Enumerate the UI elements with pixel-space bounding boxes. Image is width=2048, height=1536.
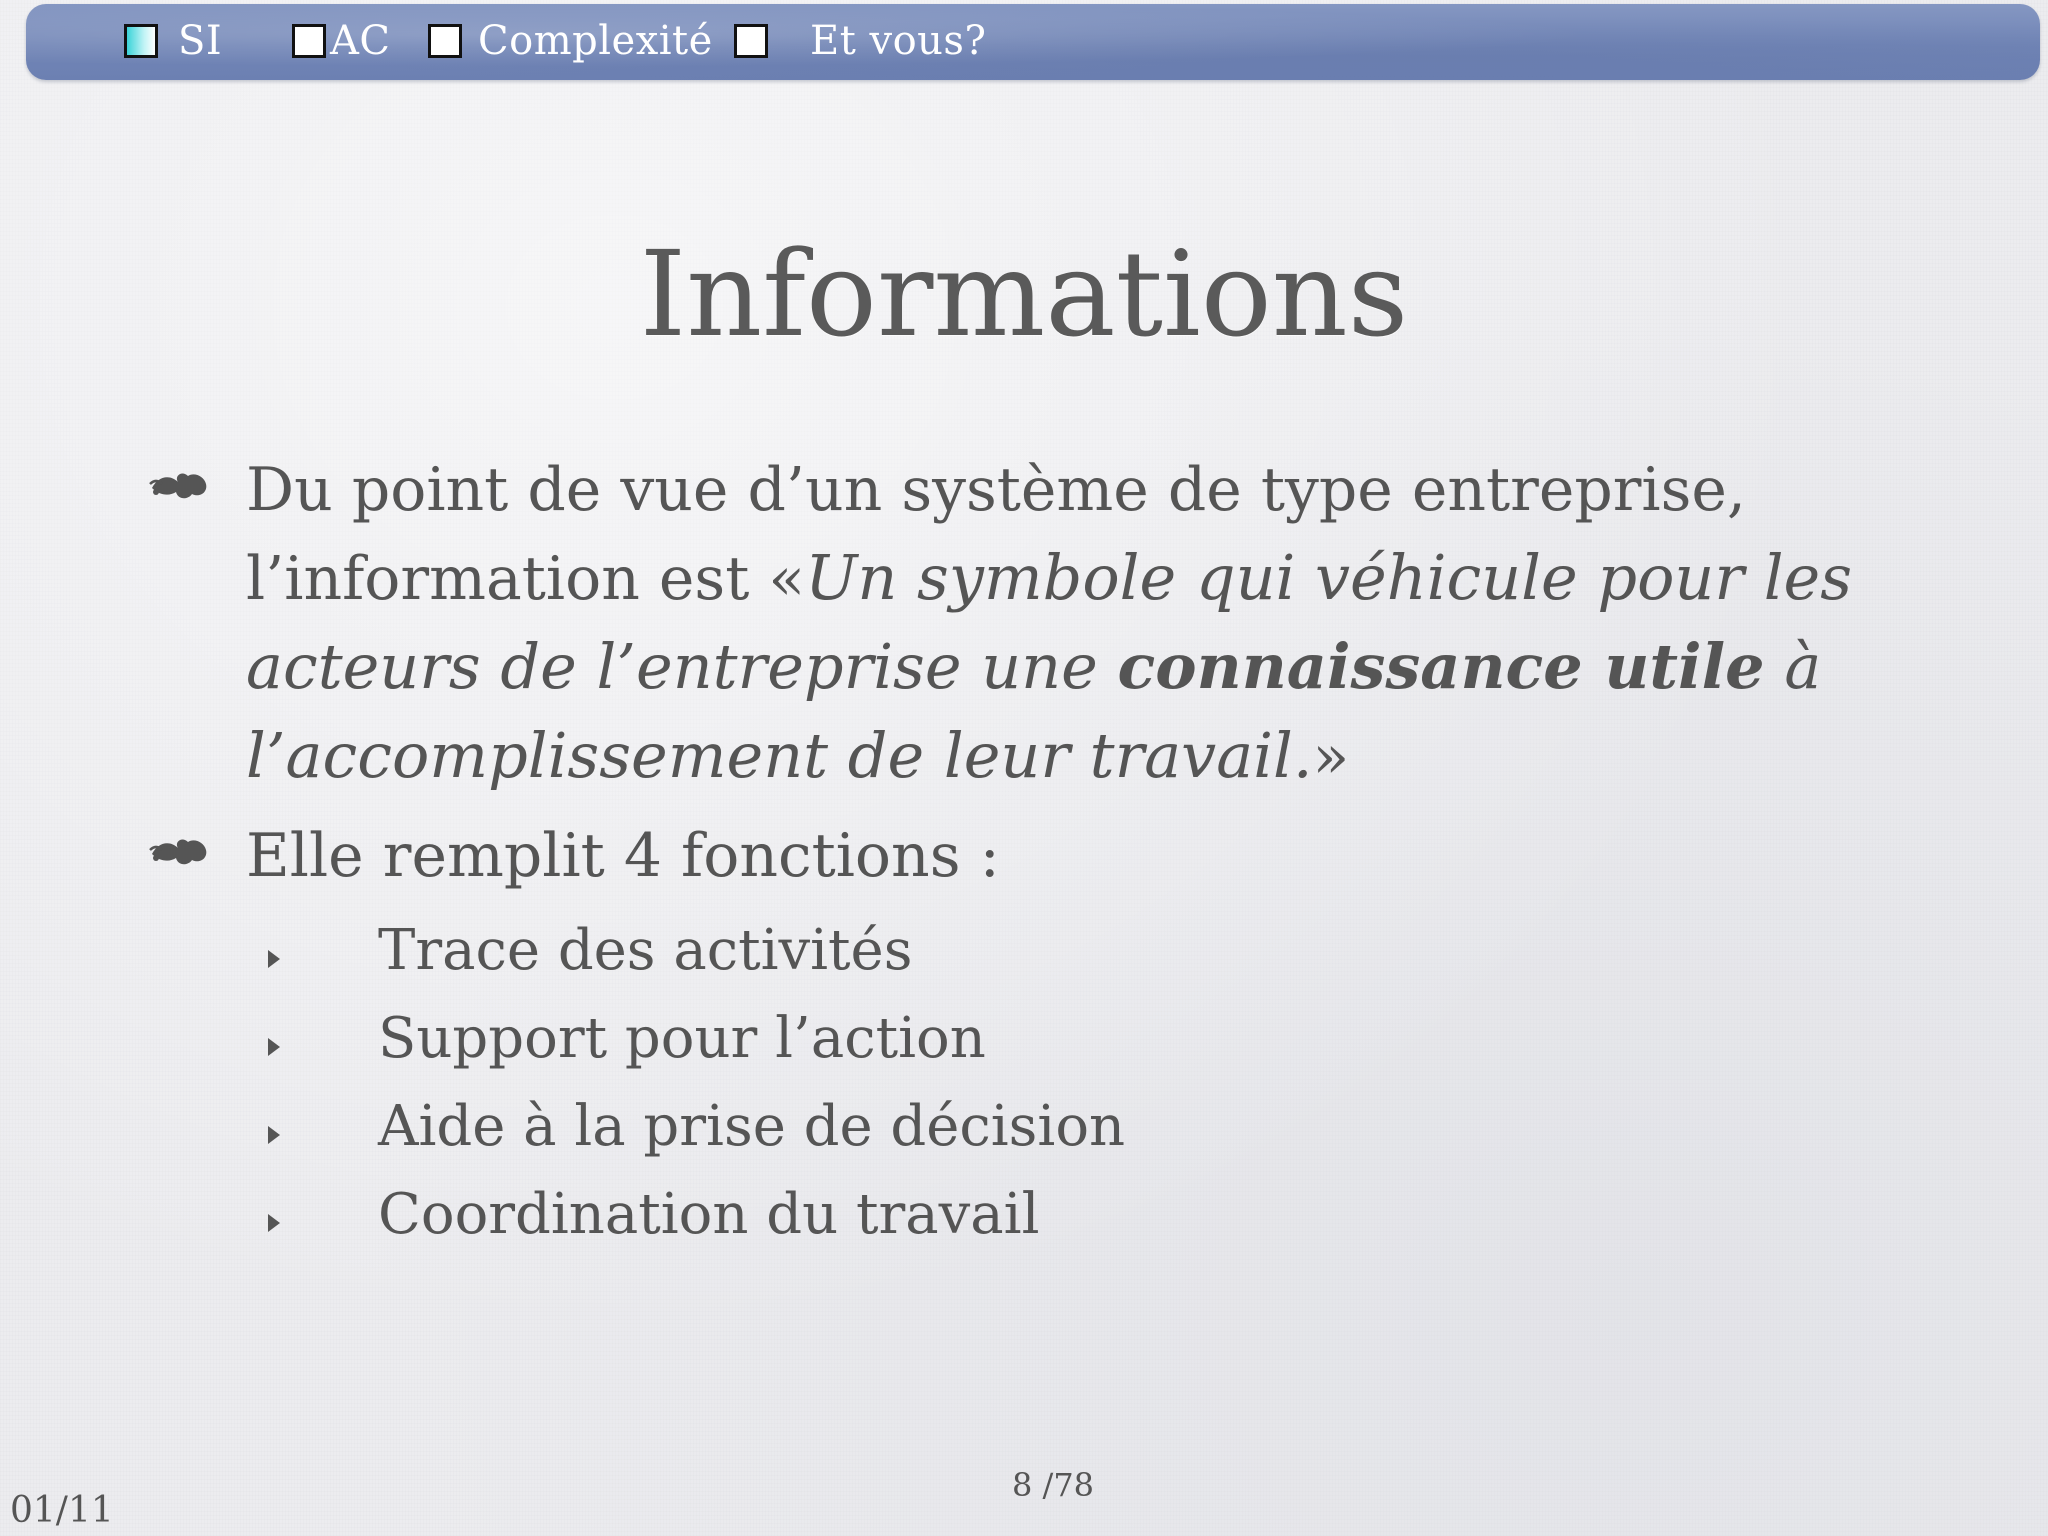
list-item [266,910,912,990]
triangle-right-icon [266,948,282,970]
nav-item-et-vous[interactable] [734,16,986,66]
nav-item-si[interactable] [124,16,222,66]
quote-start: Un symbole qui véhicule pour les acteurs de l’entreprise une [246,541,1853,703]
section-counter: 01/11 [10,1490,114,1531]
checkbox-icon [734,24,768,58]
list-item [266,1174,1039,1254]
list-item-text: Support pour l’action [378,1005,986,1071]
nav-label-ac: AC [330,18,391,64]
list-item [266,998,986,1078]
quote-emphasis: connaissance utile [1117,630,1765,703]
triangle-right-icon [266,1212,282,1234]
nav-label-et-vous: Et vous? [810,18,987,64]
list-item-text: Coordination du travail [378,1181,1040,1247]
checkbox-icon-active [124,24,158,58]
slide-title: Informations [639,225,1409,363]
page-number: 8 /78 [1012,1466,1095,1504]
nav-item-ac[interactable] [292,16,391,66]
definition-close: » [1312,722,1350,792]
fleuron-icon [148,466,212,506]
list-item-text: Aide à la prise de décision [378,1093,1126,1159]
nav-item-complexite[interactable] [428,16,713,66]
checkbox-icon [292,24,326,58]
nav-label-complexite: Complexité [478,18,713,64]
bullet-functions-text: Elle remplit 4 fonctions : [246,821,1000,891]
definition-intro: Du point de vue d’un système de type entreprise, l’information est « [246,455,1746,614]
bullet-functions [148,812,1000,900]
list-item-text: Trace des activités [378,917,913,983]
quote-end: à l’accomplissement de leur travail. [246,630,1822,792]
triangle-right-icon [266,1036,282,1058]
checkbox-icon [428,24,462,58]
list-item [266,1086,1125,1166]
fleuron-icon [148,832,212,872]
section-navbar [26,4,2040,80]
nav-label-si: SI [178,18,223,64]
bullet-definition-text [246,446,1866,801]
bullet-definition [148,446,1888,801]
triangle-right-icon [266,1124,282,1146]
